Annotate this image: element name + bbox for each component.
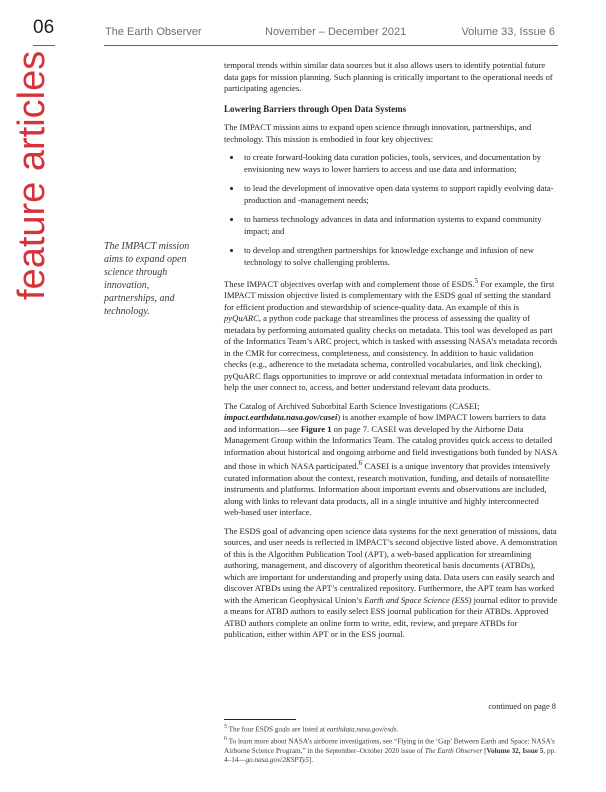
issue-date: November – December 2021: [265, 26, 407, 38]
casei-link[interactable]: impact.earthdata.nasa.gov/casei: [224, 412, 338, 423]
page-number: 06: [33, 17, 55, 38]
esds-goals-link[interactable]: earthdata.nasa.gov/esds: [326, 725, 397, 734]
header-rule: [104, 45, 558, 46]
paragraph-casei: The Catalog of Archived Suborbital Earth Science Investigations (CASEI; impact.earthdata.nasa.gov/casei) is another example of how IMPACT lowers barriers to data and information—see Figure 1 on page 7. CASEI was developed by the Airborne Data Management Group within the Informatics Team. The catalog provides quick access to detailed information about historical and ongoing airborne and field investigations both funded by NASA and those in which NASA participated.$^6$ CASEI is a unique inventory that provides intensively curated information about the context, research motivation, funding, and details of nonsatellite instruments and platforms. Information about important events and observations are included, along with links to relevant data products, all in a single intuitive and highly interconnected web-based user interface.: [224, 400, 558, 518]
footnote-rule: [224, 719, 296, 720]
footnote-5: $^5$ The four ESDS goals are listed at earthdata.nasa.gov/esds.: [224, 724, 399, 734]
list-item: • to develop and strengthen partnerships for knowledge exchange and infusion of new technology to solve challenging problems.: [242, 245, 558, 268]
footnote-6: $^6$ To learn more about NASA’s airborne investigations, see “Flying in the ‘Gap’ Between Earth and Space: NASA’s Airborne Science Program,” in the September–October 2020 issue of The Earth Observer [Volume 32, Issue 5, pp. 4–14—go.nasa.gov/2KSPTy5].: [224, 735, 556, 765]
list-item: • to harness technology advances in data and information systems to expand community impact; and: [242, 214, 558, 237]
paragraph-intro: temporal trends within similar data sources but it also allows users to identify potential future data gaps for mission planning. Such planning is critically important to the operational needs of participating agencies.: [224, 60, 553, 93]
article-body: [224, 60, 558, 648]
paragraph-apt: The ESDS goal of advancing open science data systems for the next generation of missions, data sources, and user needs is reflected in IMPACT’s second objective listed above. A demonstration of this is the Algorithm Publication Tool (APT), a web-based application for streamlining authoring, management, and discovery of algorithm theoretical basis documents (ATBDs), which are important for understanding and properly using data. Data users can easily search and discover ATBDs using the APT’s centralized repository. Furthermore, the APT team has worked with the American Geophysical Union’s Earth and Space Science (ESS) journal editor to provide a means for ATBD authors to easily select ESS journal publication for their ATBDs. Approved ATBD authors complete an online form to write, edit, review, and prepare ATBDs for publication, either within APT or in the ESS journal.: [224, 525, 558, 640]
pyquarc-name: pyQuARC: [224, 313, 259, 324]
pull-quote: The IMPACT mission aims to expand open science through innovation, partnerships, and technology.: [104, 241, 190, 317]
section-title: feature articles: [11, 50, 53, 300]
continued-note[interactable]: continued on page 8: [488, 702, 556, 711]
objectives-list: [224, 152, 558, 268]
section-heading: Lowering Barriers through Open Data Systems: [224, 103, 407, 114]
footnotes: [224, 723, 558, 766]
paragraph-pyquarc: These IMPACT objectives overlap with and complement those of ESDS.$^5$ For example, the first IMPACT mission objective listed is complementary with the ESDS goal of setting the standard for efficient production and stewardship of science-quality data. An example of this is pyQuARC, a python code package that streamlines the process of assessing the quality of metadata by performing automated quality checks on metadata. This tool was developed as part of the Informatics Team’s ARC project, which is tasked with assessing NASA’s metadata records in the CMR for correctness, completeness, and consistency. In addition to basic validation checks (e.g., adherence to the metadata schema, controlled vocabularies, and link checking), pyQuARC flags opportunities to improve or add contextual metadata information in order to help the user connect to, access, and better understand relevant data products.: [224, 277, 558, 393]
figure-ref[interactable]: Figure 1: [300, 423, 332, 434]
journal-name: Earth and Space Science (ESS): [364, 594, 472, 605]
airborne-article-link[interactable]: go.nasa.gov/2KSPTy5: [245, 756, 309, 765]
list-item: • to create forward-looking data curation policies, tools, services, and documentation by envisioning new ways to lower barriers to access and use data and information;: [242, 152, 558, 175]
volume-issue: Volume 33, Issue 6: [461, 26, 555, 38]
list-item: • to lead the development of innovative open data systems to support rapidly evolving data-production and -management needs;: [242, 183, 558, 206]
footnote-ref[interactable]: 5: [474, 277, 479, 285]
paragraph-mission: The IMPACT mission aims to expand open science through innovation, partnerships, and technology. This mission is embodied in four key objectives:: [224, 122, 532, 144]
publication-name: The Earth Observer: [105, 26, 202, 38]
footnote-ref[interactable]: 6: [358, 459, 363, 468]
